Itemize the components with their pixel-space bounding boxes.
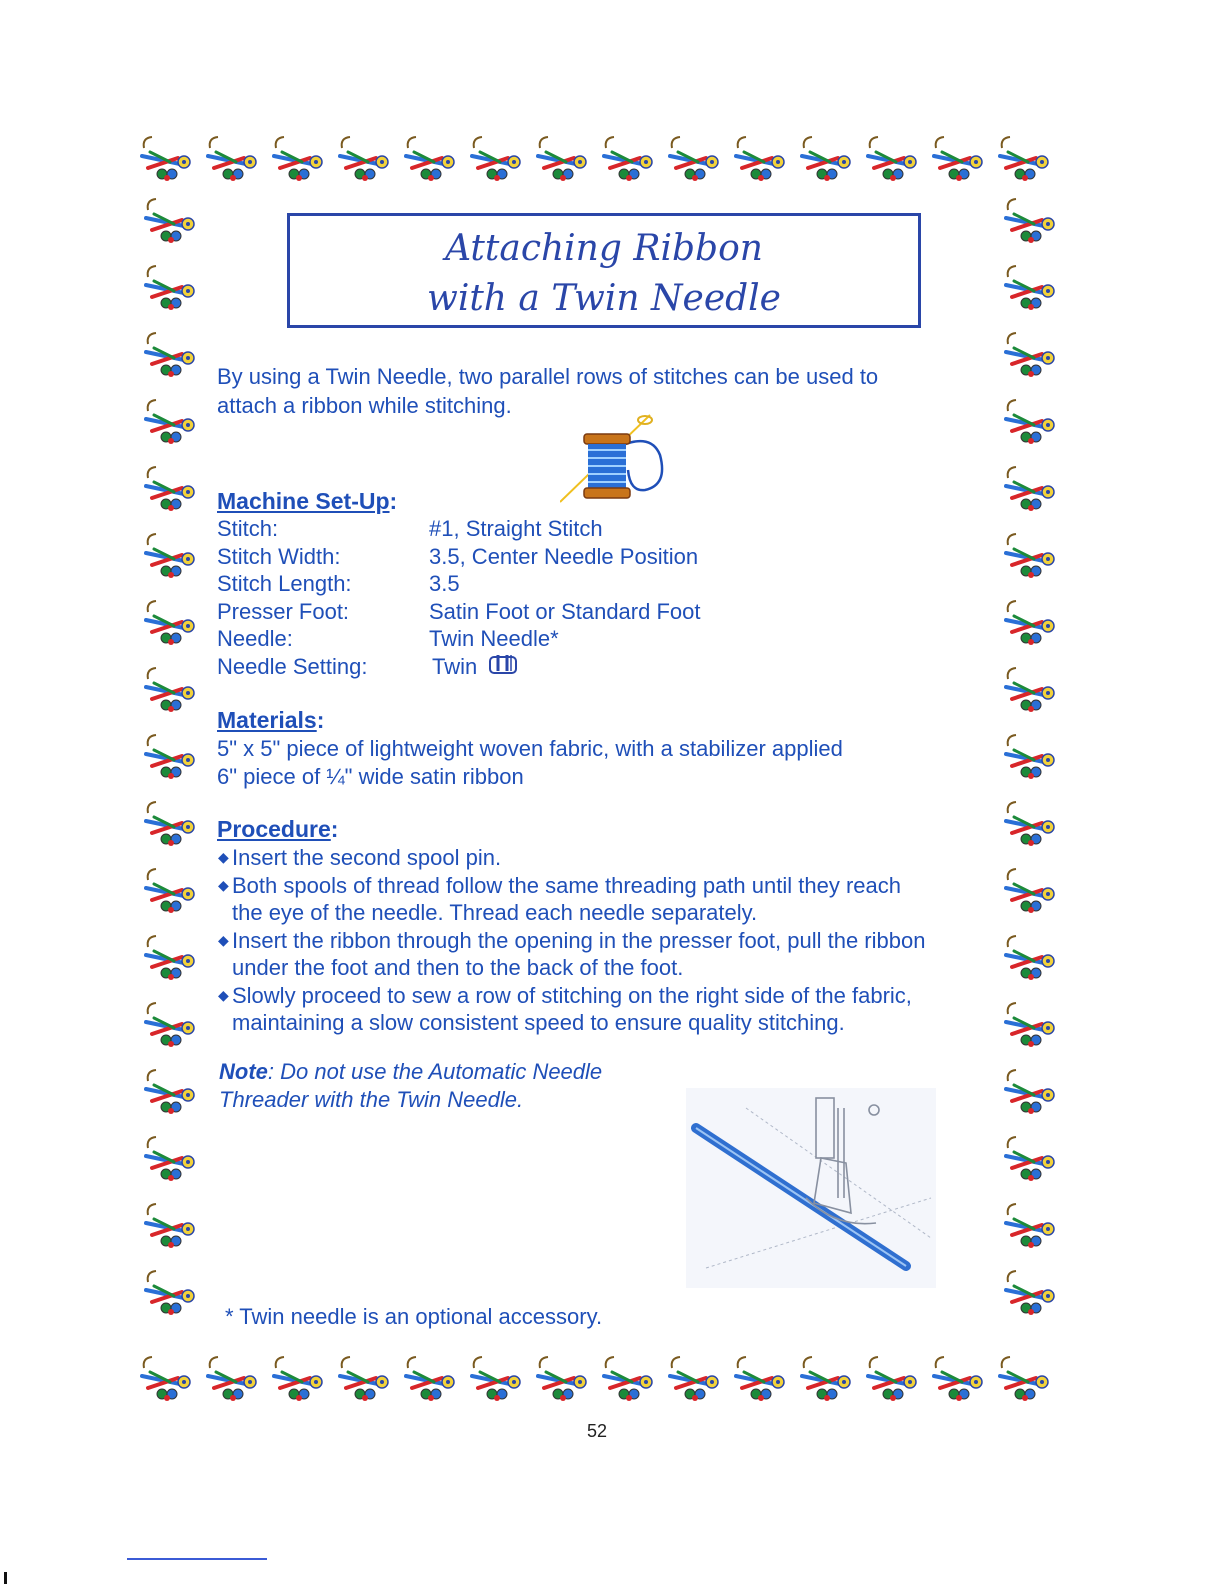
- setup-value: Twin Needle*: [429, 626, 559, 651]
- scissors-thread-border-icon: [140, 196, 212, 1346]
- setup-label: Presser Foot:: [217, 598, 350, 624]
- materials-item: 6" piece of ¼" wide satin ribbon: [217, 764, 524, 789]
- bullet-icon: ◆: [218, 849, 229, 865]
- procedure-step: [217, 872, 987, 927]
- scissors-thread-border-icon: [1000, 196, 1072, 1346]
- setup-value: #1, Straight Stitch: [429, 516, 603, 541]
- twin-needle-icon: [489, 653, 517, 682]
- page-number: 52: [586, 1421, 608, 1441]
- procedure-step-line: Slowly proceed to sew a row of stitching on the right side of the fabric,: [232, 982, 912, 1008]
- setup-row: [217, 598, 701, 626]
- setup-value: Twin: [432, 653, 478, 679]
- setup-label: Stitch Length:: [217, 571, 352, 596]
- scissors-thread-border-icon: [140, 130, 1070, 192]
- bullet-icon: ◆: [218, 876, 229, 893]
- materials-item: 5" x 5" piece of lightweight woven fabric, with a stabilizer applied: [217, 736, 843, 761]
- intro-line-1: By using a Twin Needle, two parallel rows of stitches can be used to: [217, 364, 879, 389]
- footer-rule: [127, 1558, 267, 1560]
- setup-label: Stitch:: [217, 516, 279, 541]
- setup-row: [217, 570, 460, 598]
- note-label: Note: [219, 1059, 268, 1084]
- title-box: [287, 213, 921, 328]
- procedure-heading: Procedure: [217, 816, 331, 842]
- bullet-icon: ◆: [218, 986, 229, 1003]
- procedure-step-line: the eye of the needle. Thread each needle separately.: [232, 900, 758, 925]
- setup-value: 3.5: [429, 571, 460, 596]
- procedure-step: [217, 927, 987, 982]
- thread-spool-icon: [560, 410, 680, 515]
- machine-setup-heading-colon: :: [389, 488, 398, 514]
- setup-label: Needle Setting:: [217, 653, 368, 679]
- machine-setup-heading: Machine Set-Up: [217, 488, 390, 514]
- setup-value: Satin Foot or Standard Foot: [429, 598, 701, 624]
- border-left: [140, 196, 212, 1346]
- setup-row: [217, 543, 699, 571]
- setup-label: Needle:: [217, 626, 293, 651]
- setup-label: Stitch Width:: [217, 543, 341, 569]
- procedure-step-line: Both spools of thread follow the same threading path until they reach: [232, 872, 901, 898]
- bullet-icon: ◆: [218, 931, 229, 948]
- procedure-heading-colon: :: [330, 816, 339, 842]
- procedure-step: [217, 844, 987, 872]
- page-title-line-2: with a Twin Needle: [427, 278, 781, 319]
- note-block: [219, 1058, 602, 1114]
- procedure-section: [217, 815, 987, 1037]
- border-bottom: [140, 1350, 1070, 1412]
- note-text-line-2: Threader with the Twin Needle.: [219, 1087, 524, 1112]
- procedure-step-line: Insert the second spool pin.: [232, 845, 502, 870]
- procedure-step-line: Insert the ribbon through the opening in the presser foot, pull the ribbon: [232, 927, 926, 953]
- procedure-step-line: under the foot and then to the back of the foot.: [232, 955, 684, 980]
- border-top: [140, 130, 1070, 192]
- setup-row: [217, 515, 603, 543]
- setup-value: 3.5, Center Needle Position: [429, 543, 699, 569]
- scissors-thread-border-icon: [140, 1350, 1070, 1412]
- setup-row: [217, 625, 559, 653]
- presser-foot-illustration: [686, 1088, 936, 1293]
- materials-heading-colon: :: [316, 707, 325, 733]
- machine-setup-section: [217, 487, 701, 680]
- border-right: [1000, 196, 1072, 1346]
- materials-section: [217, 706, 843, 791]
- scan-mark: [4, 1572, 7, 1584]
- footnote: * Twin needle is an optional accessory.: [225, 1304, 603, 1329]
- intro-line-2: attach a ribbon while stitching.: [217, 393, 512, 418]
- note-text: : Do not use the Automatic Needle: [267, 1059, 603, 1084]
- setup-row: [217, 653, 478, 681]
- procedure-step-line: maintaining a slow consistent speed to ensure quality stitching.: [232, 1010, 845, 1035]
- procedure-step: [217, 982, 987, 1037]
- materials-heading: Materials: [217, 707, 317, 733]
- page-title-line-1: Attaching Ribbon: [445, 228, 763, 269]
